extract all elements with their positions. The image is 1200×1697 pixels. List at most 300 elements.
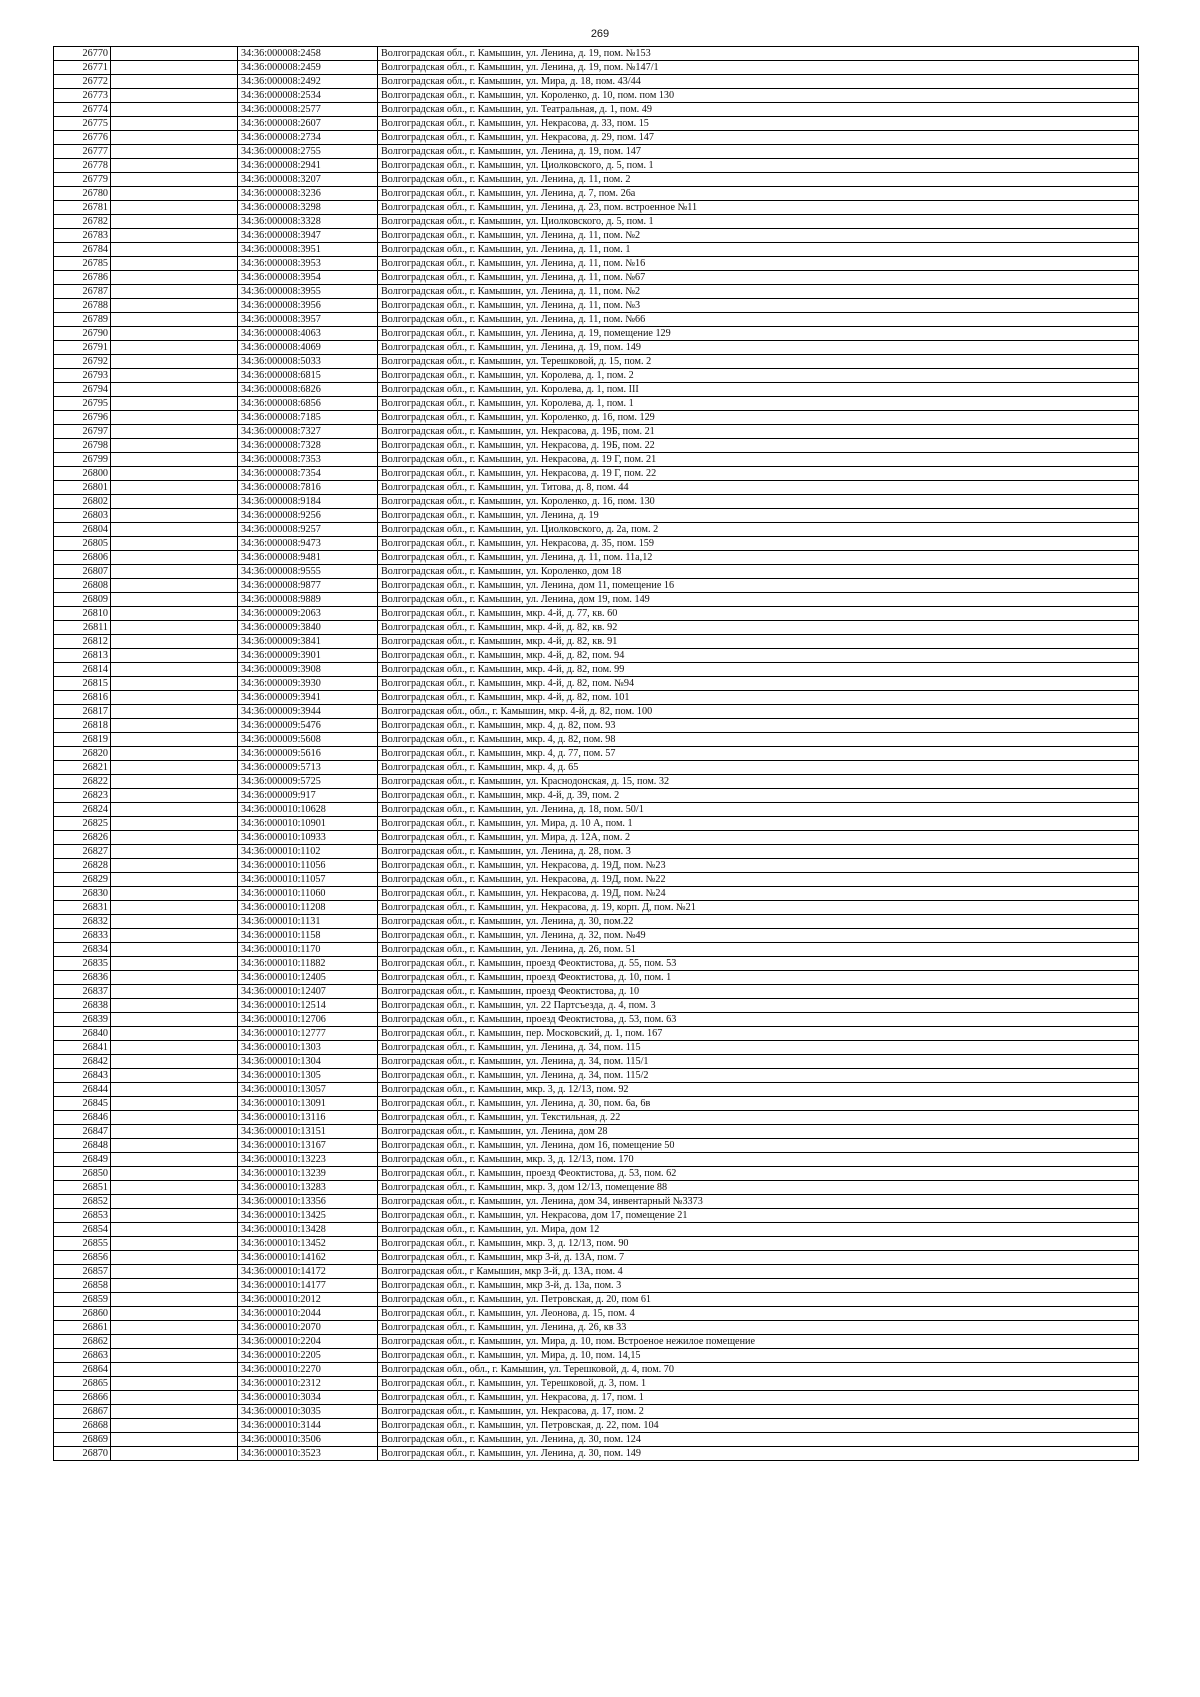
table-row [54,103,1139,117]
blank-cell [111,593,238,607]
address: Волгоградская обл., г. Камышин, ул. Некрасова, д. 33, пом. 15 [378,117,1139,131]
table-row [54,901,1139,915]
blank-cell [111,565,238,579]
blank-cell [111,1195,238,1209]
table-row [54,1433,1139,1447]
address: Волгоградская обл., г. Камышин, ул. Мира, дом 12 [378,1223,1139,1237]
row-number: 26825 [54,817,111,831]
blank-cell [111,383,238,397]
row-number: 26790 [54,327,111,341]
row-number: 26840 [54,1027,111,1041]
address: Волгоградская обл., г. Камышин, ул. Циолковского, д. 2а, пом. 2 [378,523,1139,537]
row-number: 26838 [54,999,111,1013]
address: Волгоградская обл., г. Камышин, ул. Ленина, дом 19, пом. 149 [378,593,1139,607]
blank-cell [111,285,238,299]
table-row [54,775,1139,789]
address: Волгоградская обл., г. Камышин, ул. Ленина, дом 34, инвентарный №3373 [378,1195,1139,1209]
blank-cell [111,901,238,915]
blank-cell [111,873,238,887]
blank-cell [111,1209,238,1223]
blank-cell [111,117,238,131]
table-row [54,1265,1139,1279]
table-row [54,1251,1139,1265]
address: Волгоградская обл., г. Камышин, ул. Ленина, д. 30, пом. 6а, 6в [378,1097,1139,1111]
row-number: 26846 [54,1111,111,1125]
address: Волгоградская обл., г. Камышин, мкр. 4-й, д. 77, кв. 60 [378,607,1139,621]
row-number: 26839 [54,1013,111,1027]
row-number: 26805 [54,537,111,551]
cadastral-number: 34:36:000009:917 [238,789,378,803]
cadastral-number: 34:36:000010:11060 [238,887,378,901]
table-row [54,1363,1139,1377]
blank-cell [111,243,238,257]
row-number: 26836 [54,971,111,985]
table-row [54,1097,1139,1111]
row-number: 26776 [54,131,111,145]
address: Волгоградская обл., г. Камышин, ул. Петровская, д. 20, пом 61 [378,1293,1139,1307]
table-row [54,1209,1139,1223]
row-number: 26869 [54,1433,111,1447]
blank-cell [111,369,238,383]
blank-cell [111,1097,238,1111]
address: Волгоградская обл., г. Камышин, проезд Феоктистова, д. 55, пом. 53 [378,957,1139,971]
blank-cell [111,1433,238,1447]
address: Волгоградская обл., г. Камышин, ул. Циолковского, д. 5, пом. 1 [378,215,1139,229]
address: Волгоградская обл., г. Камышин, мкр. 4-й, д. 82, пом. 94 [378,649,1139,663]
table-row [54,1083,1139,1097]
table-row [54,257,1139,271]
row-number: 26834 [54,943,111,957]
row-number: 26857 [54,1265,111,1279]
row-number: 26787 [54,285,111,299]
row-number: 26782 [54,215,111,229]
blank-cell [111,691,238,705]
cadastral-number: 34:36:000010:2205 [238,1349,378,1363]
table-row [54,1139,1139,1153]
row-number: 26859 [54,1293,111,1307]
cadastral-number: 34:36:000008:7327 [238,425,378,439]
blank-cell [111,1055,238,1069]
table-row [54,1237,1139,1251]
address: Волгоградская обл., г. Камышин, мкр. 4, д. 77, пом. 57 [378,747,1139,761]
address: Волгоградская обл., г. Камышин, ул. Ленина, дом 16, помещение 50 [378,1139,1139,1153]
table-row [54,1293,1139,1307]
cadastral-number: 34:36:000008:9877 [238,579,378,593]
blank-cell [111,789,238,803]
blank-cell [111,397,238,411]
row-number: 26789 [54,313,111,327]
row-number: 26861 [54,1321,111,1335]
cadastral-number: 34:36:000008:6856 [238,397,378,411]
blank-cell [111,313,238,327]
blank-cell [111,61,238,75]
cadastral-number: 34:36:000010:1170 [238,943,378,957]
row-number: 26851 [54,1181,111,1195]
blank-cell [111,705,238,719]
table-row [54,677,1139,691]
address: Волгоградская обл., г. Камышин, ул. Ленина, д. 30, пом.22 [378,915,1139,929]
table-row [54,467,1139,481]
cadastral-number: 34:36:000010:13223 [238,1153,378,1167]
blank-cell [111,607,238,621]
address: Волгоградская обл., г. Камышин, ул. Некрасова, д. 19Д, пом. №24 [378,887,1139,901]
row-number: 26781 [54,201,111,215]
cadastral-number: 34:36:000010:13151 [238,1125,378,1139]
blank-cell [111,579,238,593]
row-number: 26819 [54,733,111,747]
cadastral-number: 34:36:000010:11057 [238,873,378,887]
row-number: 26866 [54,1391,111,1405]
address: Волгоградская обл., г. Камышин, ул. Некрасова, д. 19 Г, пом. 21 [378,453,1139,467]
page-number: 269 [590,28,610,40]
table-row [54,971,1139,985]
blank-cell [111,495,238,509]
row-number: 26837 [54,985,111,999]
address: Волгоградская обл., г. Камышин, мкр. 3, д. 12/13, пом. 90 [378,1237,1139,1251]
row-number: 26775 [54,117,111,131]
table-row [54,453,1139,467]
table-row [54,243,1139,257]
address: Волгоградская обл., г. Камышин, мкр. 4-й, д. 82, пом. №94 [378,677,1139,691]
blank-cell [111,1041,238,1055]
cadastral-number: 34:36:000008:3236 [238,187,378,201]
blank-cell [111,1405,238,1419]
cadastral-number: 34:36:000008:4063 [238,327,378,341]
blank-cell [111,859,238,873]
blank-cell [111,257,238,271]
address: Волгоградская обл., г. Камышин, ул. Мира, д. 12А, пом. 2 [378,831,1139,845]
table-row [54,1167,1139,1181]
table-row [54,439,1139,453]
cadastral-number: 34:36:000008:9257 [238,523,378,537]
blank-cell [111,1083,238,1097]
table-row [54,117,1139,131]
cadastral-number: 34:36:000010:13239 [238,1167,378,1181]
blank-cell [111,89,238,103]
table-row [54,887,1139,901]
blank-cell [111,1167,238,1181]
row-number: 26797 [54,425,111,439]
table-row [54,579,1139,593]
row-number: 26814 [54,663,111,677]
blank-cell [111,677,238,691]
row-number: 26858 [54,1279,111,1293]
table-row [54,187,1139,201]
row-number: 26847 [54,1125,111,1139]
cadastral-number: 34:36:000008:2492 [238,75,378,89]
address: Волгоградская обл., г. Камышин, ул. Некрасова, д. 29, пом. 147 [378,131,1139,145]
cadastral-number: 34:36:000009:5476 [238,719,378,733]
cadastral-number: 34:36:000010:13425 [238,1209,378,1223]
table-row [54,999,1139,1013]
blank-cell [111,439,238,453]
blank-cell [111,1307,238,1321]
table-row [54,943,1139,957]
row-number: 26795 [54,397,111,411]
blank-cell [111,103,238,117]
table-row [54,1405,1139,1419]
table-row [54,635,1139,649]
row-number: 26844 [54,1083,111,1097]
row-number: 26860 [54,1307,111,1321]
table-row [54,509,1139,523]
cadastral-number: 34:36:000008:7185 [238,411,378,425]
row-number: 26867 [54,1405,111,1419]
blank-cell [111,1139,238,1153]
row-number: 26817 [54,705,111,719]
row-number: 26855 [54,1237,111,1251]
row-number: 26864 [54,1363,111,1377]
blank-cell [111,1251,238,1265]
blank-cell [111,915,238,929]
address: Волгоградская обл., г. Камышин, ул. Ленина, д. 11, пом. 1 [378,243,1139,257]
cadastral-number: 34:36:000010:14162 [238,1251,378,1265]
address: Волгоградская обл., г. Камышин, ул. Ленина, д. 19 [378,509,1139,523]
row-number: 26822 [54,775,111,789]
cadastral-number: 34:36:000010:13283 [238,1181,378,1195]
table-row [54,565,1139,579]
blank-cell [111,929,238,943]
address: Волгоградская обл., г. Камышин, ул. Ленина, д. 34, пом. 115/1 [378,1055,1139,1069]
address: Волгоградская обл., г. Камышин, ул. Терешковой, д. 3, пом. 1 [378,1377,1139,1391]
blank-cell [111,1335,238,1349]
row-number: 26812 [54,635,111,649]
row-number: 26862 [54,1335,111,1349]
blank-cell [111,1447,238,1461]
table-row [54,719,1139,733]
address: Волгоградская обл., г. Камышин, ул. Театральная, д. 1, пом. 49 [378,103,1139,117]
table-row [54,523,1139,537]
blank-cell [111,663,238,677]
cadastral-number: 34:36:000010:10628 [238,803,378,817]
blank-cell [111,971,238,985]
blank-cell [111,943,238,957]
blank-cell [111,355,238,369]
cadastral-number: 34:36:000008:9256 [238,509,378,523]
cadastral-number: 34:36:000010:13057 [238,1083,378,1097]
table-row [54,831,1139,845]
cadastral-number: 34:36:000008:3328 [238,215,378,229]
address: Волгоградская обл., г. Камышин, ул. Мира, д. 10, пом. Встроеное нежилое помещение [378,1335,1139,1349]
cadastral-number: 34:36:000009:3840 [238,621,378,635]
address: Волгоградская обл., г. Камышин, ул. Циолковского, д. 5, пом. 1 [378,159,1139,173]
address: Волгоградская обл., г. Камышин, ул. Ленина, д. 19, пом. №153 [378,47,1139,61]
cadastral-number: 34:36:000010:3144 [238,1419,378,1433]
table-row [54,397,1139,411]
cadastral-number: 34:36:000008:3953 [238,257,378,271]
address: Волгоградская обл., г. Камышин, ул. Ленина, д. 11, пом. №16 [378,257,1139,271]
address: Волгоградская обл., г. Камышин, ул. Ленина, д. 11, пом. №66 [378,313,1139,327]
row-number: 26832 [54,915,111,929]
blank-cell [111,131,238,145]
cadastral-number: 34:36:000010:11056 [238,859,378,873]
cadastral-number: 34:36:000008:3957 [238,313,378,327]
cadastral-number: 34:36:000010:13452 [238,1237,378,1251]
address: Волгоградская обл., г. Камышин, ул. Ленина, д. 7, пом. 26а [378,187,1139,201]
table-row [54,1447,1139,1461]
table-row [54,803,1139,817]
address: Волгоградская обл., г. Камышин, мкр. 4-й, д. 39, пом. 2 [378,789,1139,803]
table-row [54,1111,1139,1125]
address: Волгоградская обл., г. Камышин, ул. Терешковой, д. 15, пом. 2 [378,355,1139,369]
row-number: 26843 [54,1069,111,1083]
address: Волгоградская обл., г. Камышин, ул. Ленина, д. 19, пом. 149 [378,341,1139,355]
row-number: 26833 [54,929,111,943]
row-number: 26842 [54,1055,111,1069]
row-number: 26794 [54,383,111,397]
blank-cell [111,425,238,439]
table-row [54,747,1139,761]
blank-cell [111,537,238,551]
address: Волгоградская обл., г. Камышин, ул. Мира, д. 10 А, пом. 1 [378,817,1139,831]
blank-cell [111,887,238,901]
table-row [54,929,1139,943]
address: Волгоградская обл., г. Камышин, ул. Ленина, дом 28 [378,1125,1139,1139]
cadastral-number: 34:36:000010:2312 [238,1377,378,1391]
address: Волгоградская обл., г. Камышин, ул. Ленина, д. 11, пом. №3 [378,299,1139,313]
table-row [54,481,1139,495]
cadastral-number: 34:36:000008:7354 [238,467,378,481]
cadastral-number: 34:36:000008:7816 [238,481,378,495]
blank-cell [111,47,238,61]
cadastral-number: 34:36:000008:2755 [238,145,378,159]
blank-cell [111,173,238,187]
table-row [54,1041,1139,1055]
row-number: 26808 [54,579,111,593]
blank-cell [111,1321,238,1335]
cadastral-number: 34:36:000008:5033 [238,355,378,369]
cadastral-number: 34:36:000009:5608 [238,733,378,747]
table-row [54,537,1139,551]
row-number: 26799 [54,453,111,467]
blank-cell [111,327,238,341]
address: Волгоградская обл., г. Камышин, ул. Петровская, д. 22, пом. 104 [378,1419,1139,1433]
address: Волгоградская обл., г. Камышин, ул. Некрасова, д. 35, пом. 159 [378,537,1139,551]
cadastral-number: 34:36:000010:13428 [238,1223,378,1237]
row-number: 26828 [54,859,111,873]
cadastral-number: 34:36:000010:1158 [238,929,378,943]
table-row [54,271,1139,285]
address: Волгоградская обл., г. Камышин, ул. Ленина, д. 11, пом. №2 [378,229,1139,243]
row-number: 26823 [54,789,111,803]
table-row [54,411,1139,425]
blank-cell [111,1293,238,1307]
table-row [54,313,1139,327]
address: Волгоградская обл., г. Камышин, ул. Некрасова, д. 19Б, пом. 21 [378,425,1139,439]
row-number: 26856 [54,1251,111,1265]
blank-cell [111,509,238,523]
table-row [54,1069,1139,1083]
cadastral-number: 34:36:000010:12706 [238,1013,378,1027]
address: Волгоградская обл., г. Камышин, ул. Мира, д. 18, пом. 43/44 [378,75,1139,89]
blank-cell [111,1377,238,1391]
address: Волгоградская обл., г. Камышин, ул. Мира, д. 10, пом. 14,15 [378,1349,1139,1363]
table-row [54,1181,1139,1195]
cadastral-number: 34:36:000010:3035 [238,1405,378,1419]
address: Волгоградская обл., г. Камышин, ул. Ленина, д. 11, пом. 11а,12 [378,551,1139,565]
blank-cell [111,845,238,859]
address: Волгоградская обл., г. Камышин, ул. Некрасова, д. 19Б, пом. 22 [378,439,1139,453]
address: Волгоградская обл., г. Камышин, мкр. 4-й, д. 82, кв. 91 [378,635,1139,649]
blank-cell [111,1391,238,1405]
cadastral-number: 34:36:000008:2941 [238,159,378,173]
cadastral-number: 34:36:000008:6815 [238,369,378,383]
address: Волгоградская обл., г. Камышин, ул. Некрасова, д. 19Д, пом. №22 [378,873,1139,887]
address: Волгоградская обл., г. Камышин, мкр 3-й, д. 13А, пом. 7 [378,1251,1139,1265]
blank-cell [111,481,238,495]
blank-cell [111,75,238,89]
row-number: 26816 [54,691,111,705]
row-number: 26803 [54,509,111,523]
table-row [54,1153,1139,1167]
table-row [54,789,1139,803]
address: Волгоградская обл., г. Камышин, мкр. 4, д. 65 [378,761,1139,775]
row-number: 26798 [54,439,111,453]
row-number: 26773 [54,89,111,103]
row-number: 26848 [54,1139,111,1153]
row-number: 26802 [54,495,111,509]
table-row [54,845,1139,859]
blank-cell [111,551,238,565]
row-number: 26811 [54,621,111,635]
table-row [54,733,1139,747]
blank-cell [111,761,238,775]
row-number: 26785 [54,257,111,271]
blank-cell [111,453,238,467]
address: Волгоградская обл., г. Камышин, ул. Некрасова, д. 19, корп. Д, пом. №21 [378,901,1139,915]
cadastral-number: 34:36:000010:1305 [238,1069,378,1083]
address: Волгоградская обл., обл., г. Камышин, мкр. 4-й, д. 82, пом. 100 [378,705,1139,719]
table-row [54,341,1139,355]
blank-cell [111,957,238,971]
address: Волгоградская обл., г. Камышин, пер. Московский, д. 1, пом. 167 [378,1027,1139,1041]
blank-cell [111,775,238,789]
address: Волгоградская обл., г. Камышин, проезд Феоктистова, д. 53, пом. 63 [378,1013,1139,1027]
address: Волгоградская обл., г. Камышин, ул. Текстильная, д. 22 [378,1111,1139,1125]
row-number: 26778 [54,159,111,173]
row-number: 26863 [54,1349,111,1363]
address: Волгоградская обл., г. Камышин, ул. Некрасова, д. 19Д, пом. №23 [378,859,1139,873]
address: Волгоградская обл., г. Камышин, ул. Некрасова, д. 19 Г, пом. 22 [378,467,1139,481]
table-row [54,1055,1139,1069]
table-row [54,691,1139,705]
blank-cell [111,1265,238,1279]
address: Волгоградская обл., г. Камышин, ул. Титова, д. 8, пом. 44 [378,481,1139,495]
address: Волгоградская обл., г. Камышин, ул. Короленко, д. 16, пом. 130 [378,495,1139,509]
row-number: 26853 [54,1209,111,1223]
blank-cell [111,411,238,425]
cadastral-number: 34:36:000010:3034 [238,1391,378,1405]
table-row [54,285,1139,299]
table-row [54,1391,1139,1405]
cadastral-number: 34:36:000008:2577 [238,103,378,117]
row-number: 26788 [54,299,111,313]
address: Волгоградская обл., г. Камышин, мкр. 4, д. 82, пом. 98 [378,733,1139,747]
cadastral-number: 34:36:000009:3930 [238,677,378,691]
address: Волгоградская обл., г. Камышин, ул. Ленина, д. 19, помещение 129 [378,327,1139,341]
cadastral-number: 34:36:000009:3941 [238,691,378,705]
row-number: 26786 [54,271,111,285]
row-number: 26854 [54,1223,111,1237]
address: Волгоградская обл., г. Камышин, ул. Королева, д. 1, пом. III [378,383,1139,397]
blank-cell [111,831,238,845]
table-row [54,75,1139,89]
cadastral-number: 34:36:000009:2063 [238,607,378,621]
cadastral-number: 34:36:000010:12777 [238,1027,378,1041]
blank-cell [111,1027,238,1041]
cadastral-number: 34:36:000008:9473 [238,537,378,551]
address: Волгоградская обл., г. Камышин, ул. Ленина, д. 32, пом. №49 [378,929,1139,943]
